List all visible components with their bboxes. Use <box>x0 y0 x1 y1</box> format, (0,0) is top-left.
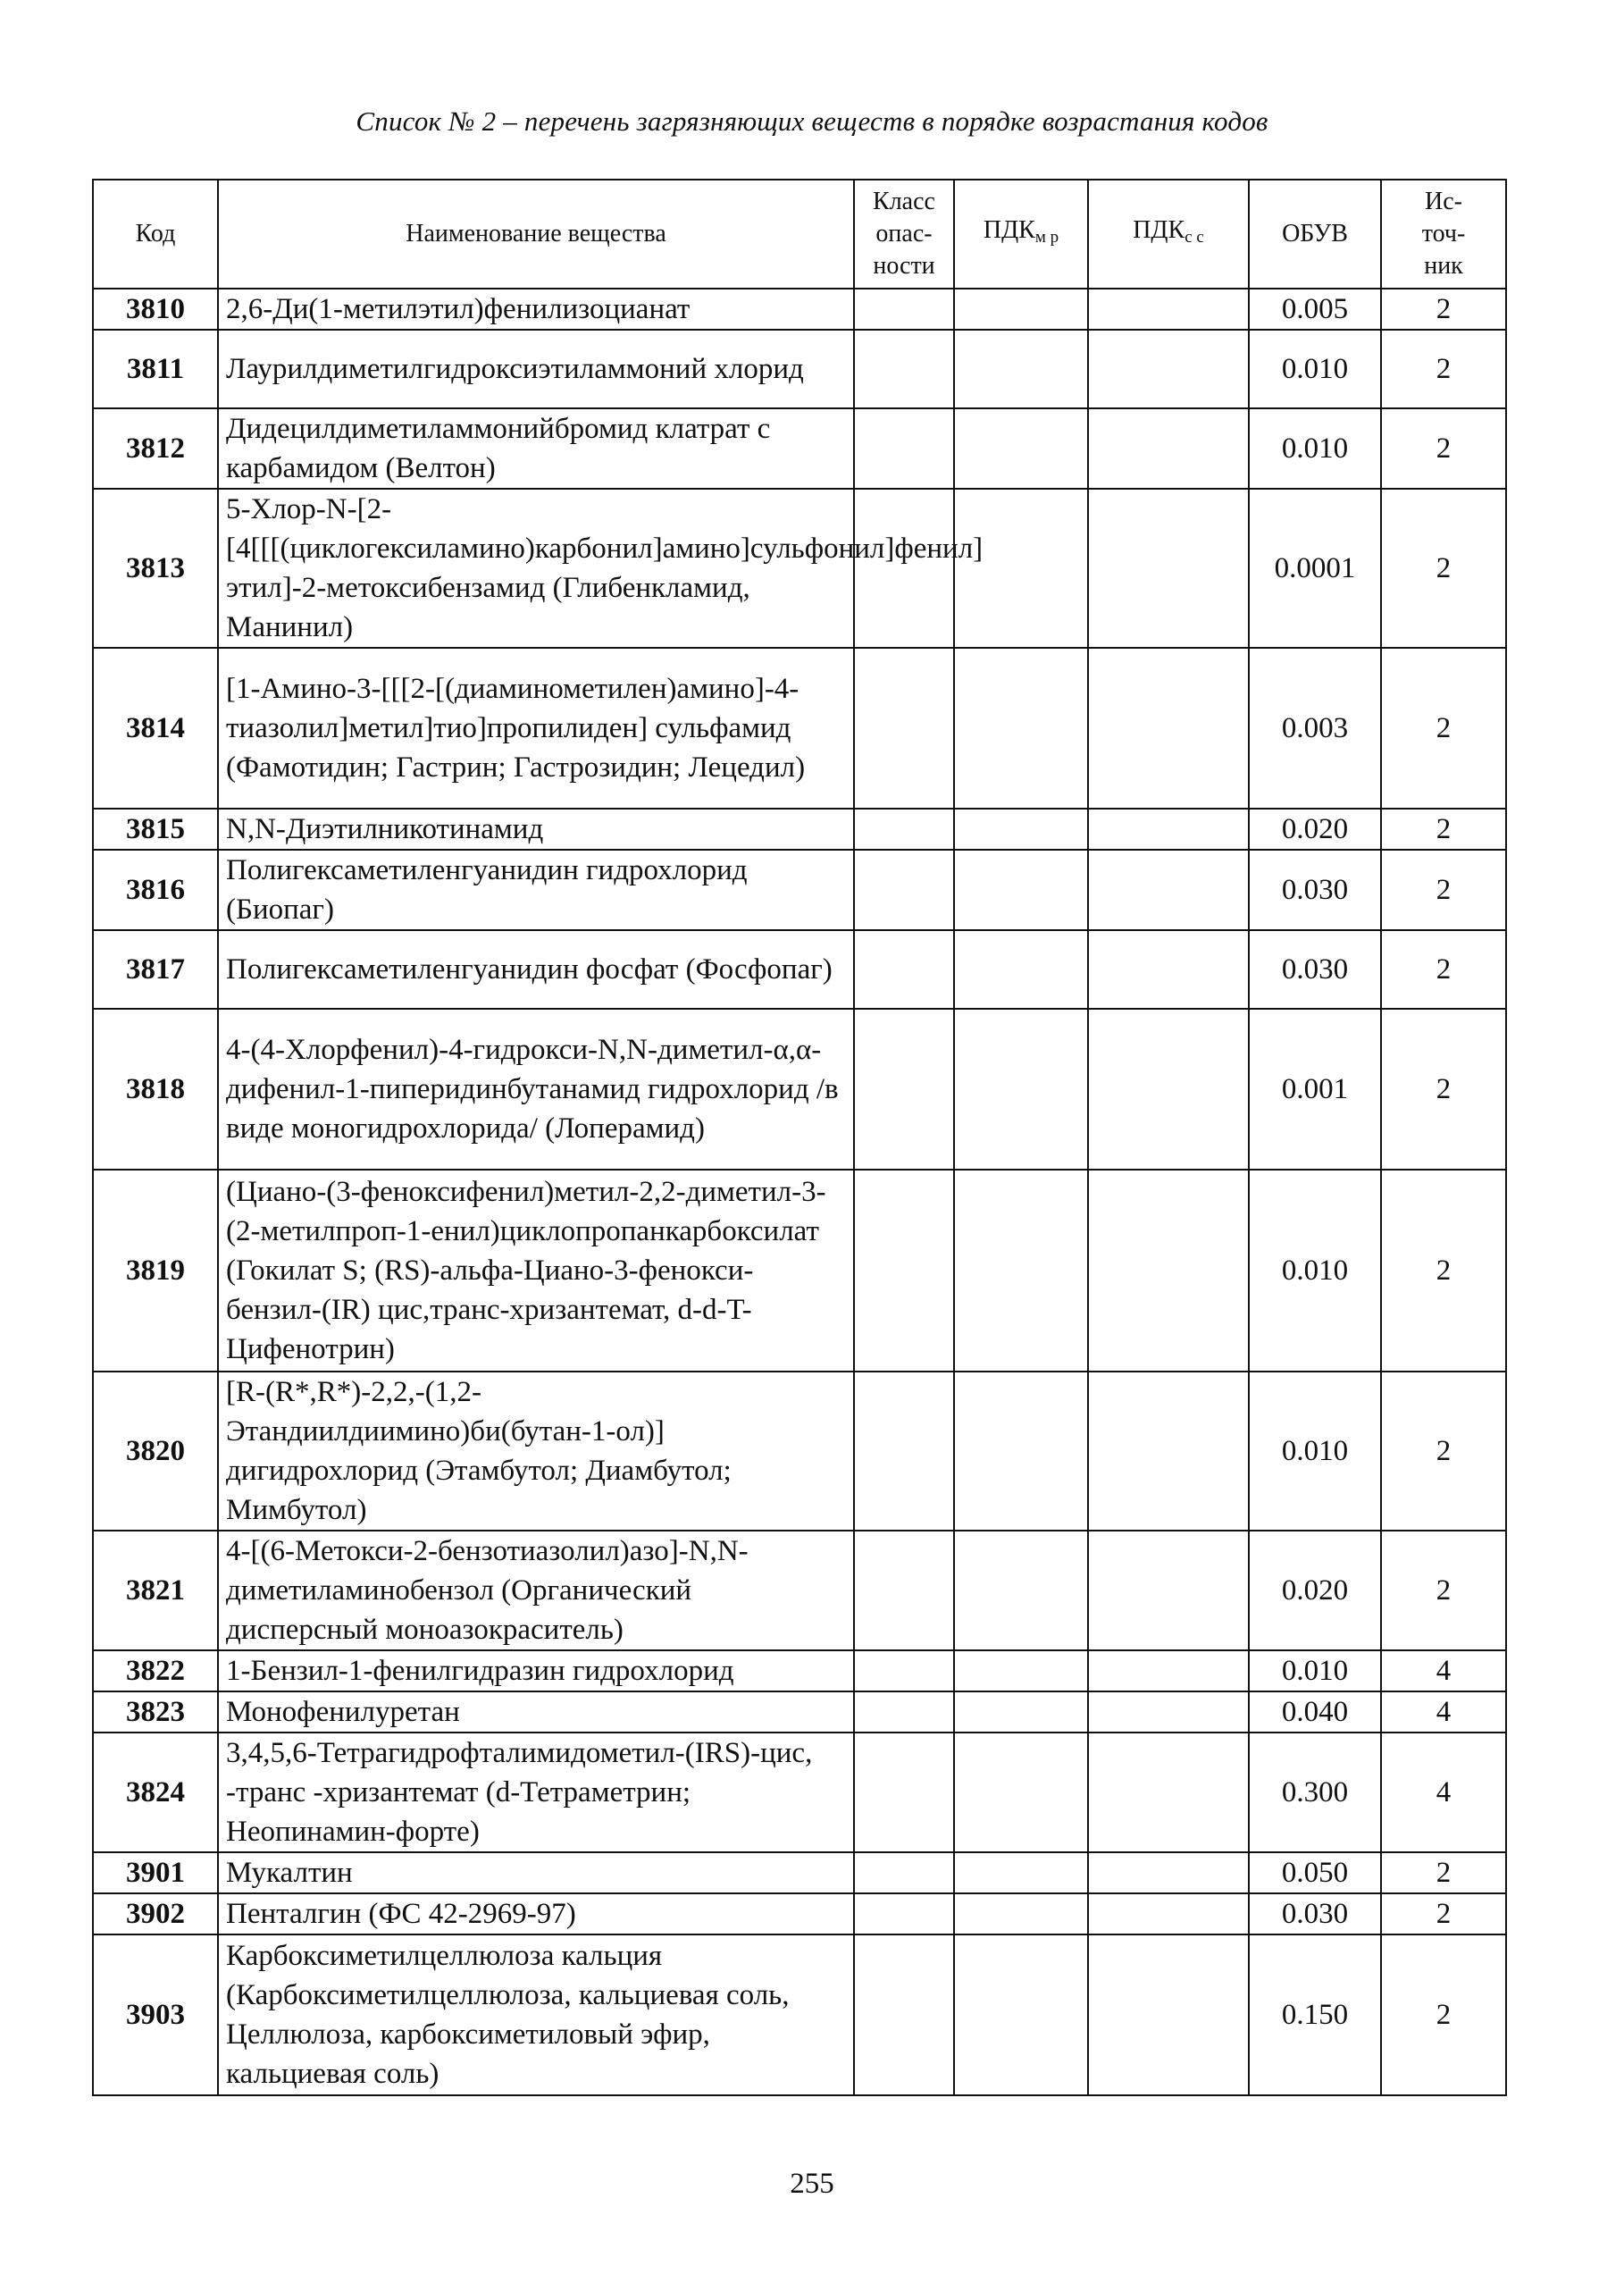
code-cell: 3819 <box>93 1170 218 1372</box>
code-cell: 3815 <box>93 809 218 850</box>
obuv-cell: 0.010 <box>1249 408 1381 489</box>
pdk-ss-cell <box>1088 850 1249 930</box>
substance-name-cell: Лаурилдиметилгидроксиэтиламмоний хлорид <box>218 330 854 408</box>
pdk-mr-cell <box>954 850 1088 930</box>
substances-table <box>92 179 1507 2096</box>
pdk-mr-cell <box>954 1893 1088 1934</box>
pdk-mr-cell <box>954 1170 1088 1372</box>
header-source-line: Ис- <box>1425 188 1462 215</box>
obuv-cell: 0.020 <box>1249 1531 1381 1650</box>
substance-name-cell: 1-Бензил-1-фенилгидразин гидрохлорид <box>218 1650 854 1691</box>
substance-name-cell: 3,4,5,6-Тетрагидрофталимидометил-(IRS)-цис, -транс -хризантемат (d-Тетраметрин; Неопинамин-форте) <box>218 1733 854 1852</box>
code-cell: 3824 <box>93 1733 218 1852</box>
substance-name-cell: Дидецилдиметиламмонийбромид клатрат с карбамидом (Велтон) <box>218 408 854 489</box>
pdk-mr-cell <box>954 408 1088 489</box>
source-cell: 2 <box>1381 648 1506 809</box>
hazard-class-cell <box>854 1170 954 1372</box>
code-cell: 3812 <box>93 408 218 489</box>
substance-name-cell: (Циано-(3-феноксифенил)метил-2,2-диметил-3-(2-метилпроп-1-енил)циклопропанкарбоксилат (Гокилат S; (RS)-альфа-Циано-3-фенокси-бензил-(IR) цис,транс-хризантемат, d-d-T-Цифенотрин) <box>218 1170 854 1372</box>
code-cell: 3818 <box>93 1009 218 1170</box>
hazard-class-cell <box>854 1852 954 1893</box>
table-body <box>93 289 1506 2095</box>
pdk-ss-cell <box>1088 1691 1249 1733</box>
table-row <box>93 1372 1506 1531</box>
header-code: Код <box>93 180 218 289</box>
pdk-ss-cell <box>1088 330 1249 408</box>
substance-name-cell: Полигексаметиленгуанидин фосфат (Фосфопаг) <box>218 930 854 1009</box>
substance-name-cell: 4-[(6-Метокси-2-бензотиазолил)азо]-N,N-диметиламинобензол (Органический дисперсный моноазокраситель) <box>218 1531 854 1650</box>
table-row <box>93 1531 1506 1650</box>
hazard-class-cell <box>854 1733 954 1852</box>
obuv-cell: 0.010 <box>1249 330 1381 408</box>
pdk-ss-cell <box>1088 1531 1249 1650</box>
substance-name-cell: N,N-Диэтилникотинамид <box>218 809 854 850</box>
page-heading: Список № 2 – перечень загрязняющих веществ в порядке возрастания кодов <box>356 105 1268 137</box>
pdk-ss-cell <box>1088 1893 1249 1934</box>
hazard-class-cell <box>854 489 954 648</box>
pdk-ss-cell <box>1088 1934 1249 2095</box>
header-pdk-ss-sub: с с <box>1185 228 1204 247</box>
obuv-cell: 0.001 <box>1249 1009 1381 1170</box>
pdk-mr-cell <box>954 809 1088 850</box>
pdk-mr-cell <box>954 1934 1088 2095</box>
hazard-class-cell <box>854 289 954 330</box>
code-cell: 3817 <box>93 930 218 1009</box>
hazard-class-cell <box>854 408 954 489</box>
source-cell: 2 <box>1381 850 1506 930</box>
hazard-class-cell <box>854 1691 954 1733</box>
pdk-mr-cell <box>954 1009 1088 1170</box>
substance-name-cell: Мукалтин <box>218 1852 854 1893</box>
header-pdk-ss <box>1088 180 1249 289</box>
source-cell: 2 <box>1381 930 1506 1009</box>
hazard-class-cell <box>854 330 954 408</box>
source-cell: 2 <box>1381 1531 1506 1650</box>
code-cell: 3823 <box>93 1691 218 1733</box>
table-row <box>93 1009 1506 1170</box>
header-pdk-ss-main: ПДК <box>1133 216 1185 244</box>
pdk-mr-cell <box>954 289 1088 330</box>
header-pdk-mr-sub: м р <box>1034 228 1059 247</box>
obuv-cell: 0.005 <box>1249 289 1381 330</box>
pdk-ss-cell <box>1088 648 1249 809</box>
table-row <box>93 330 1506 408</box>
header-obuv: ОБУВ <box>1249 180 1381 289</box>
obuv-cell: 0.050 <box>1249 1852 1381 1893</box>
hazard-class-cell <box>854 1934 954 2095</box>
table-row <box>93 1170 1506 1372</box>
table-row <box>93 850 1506 930</box>
obuv-cell: 0.300 <box>1249 1733 1381 1852</box>
substance-name-cell: 5-Хлор-N-[2-[4[[[(циклогексиламино)карбонил]амино]сульфонил]фенил] этил]-2-метоксибензамид (Глибенкламид, Манинил) <box>218 489 854 648</box>
substance-name-cell: Полигексаметиленгуанидин гидрохлорид (Биопаг) <box>218 850 854 930</box>
table-row <box>93 1650 1506 1691</box>
substance-name-cell: [1-Амино-3-[[[2-[(диаминометилен)амино]-4-тиазолил]метил]тио]пропилиден] сульфамид (Фамотидин; Гастрин; Гастрозидин; Лецедил) <box>218 648 854 809</box>
pdk-ss-cell <box>1088 1170 1249 1372</box>
pdk-mr-cell <box>954 1691 1088 1733</box>
hazard-class-cell <box>854 648 954 809</box>
source-cell: 2 <box>1381 1372 1506 1531</box>
source-cell: 2 <box>1381 289 1506 330</box>
substance-name-cell: [R-(R*,R*)-2,2,-(1,2-Этандиилдиимино)би(бутан-1-ол)] дигидрохлорид (Этамбутол; Диамбутол; Мимбутол) <box>218 1372 854 1531</box>
pdk-ss-cell <box>1088 1650 1249 1691</box>
obuv-cell: 0.0001 <box>1249 489 1381 648</box>
source-cell: 2 <box>1381 1893 1506 1934</box>
code-cell: 3821 <box>93 1531 218 1650</box>
obuv-cell: 0.030 <box>1249 1893 1381 1934</box>
header-pdk-mr-main: ПДК <box>983 216 1035 244</box>
source-cell: 2 <box>1381 489 1506 648</box>
pdk-mr-cell <box>954 1852 1088 1893</box>
code-cell: 3822 <box>93 1650 218 1691</box>
source-cell: 4 <box>1381 1650 1506 1691</box>
page-number: 255 <box>790 2168 834 2200</box>
table-header-row <box>93 180 1506 289</box>
header-hazard-class-line: опас- <box>875 220 933 248</box>
pdk-ss-cell <box>1088 289 1249 330</box>
hazard-class-cell <box>854 1650 954 1691</box>
obuv-cell: 0.010 <box>1249 1372 1381 1531</box>
code-cell: 3903 <box>93 1934 218 2095</box>
source-cell: 2 <box>1381 408 1506 489</box>
source-cell: 2 <box>1381 1009 1506 1170</box>
pdk-mr-cell <box>954 1650 1088 1691</box>
hazard-class-cell <box>854 809 954 850</box>
pdk-mr-cell <box>954 1531 1088 1650</box>
table-row <box>93 930 1506 1009</box>
source-cell: 2 <box>1381 1170 1506 1372</box>
pdk-ss-cell <box>1088 489 1249 648</box>
pdk-ss-cell <box>1088 1733 1249 1852</box>
obuv-cell: 0.010 <box>1249 1650 1381 1691</box>
obuv-cell: 0.030 <box>1249 930 1381 1009</box>
code-cell: 3816 <box>93 850 218 930</box>
code-cell: 3901 <box>93 1852 218 1893</box>
header-source-line: точ- <box>1421 220 1466 248</box>
table-row <box>93 289 1506 330</box>
substance-name-cell: 4-(4-Хлорфенил)-4-гидрокси-N,N-диметил-α,α-дифенил-1-пиперидинбутанамид гидрохлорид /в виде моногидрохлорида/ (Лоперамид) <box>218 1009 854 1170</box>
obuv-cell: 0.030 <box>1249 850 1381 930</box>
hazard-class-cell <box>854 1372 954 1531</box>
pdk-ss-cell <box>1088 1372 1249 1531</box>
header-hazard-class-line: Класс <box>873 188 935 215</box>
table-row <box>93 1852 1506 1893</box>
source-cell: 2 <box>1381 809 1506 850</box>
table-row <box>93 489 1506 648</box>
header-hazard-class <box>854 180 954 289</box>
pdk-ss-cell <box>1088 1009 1249 1170</box>
header-hazard-class-line: ности <box>873 252 935 280</box>
obuv-cell: 0.040 <box>1249 1691 1381 1733</box>
substance-name-cell: Карбоксиметилцеллюлоза кальция (Карбоксиметилцеллюлоза, кальциевая соль, Целлюлоза, карбоксиметиловый эфир, кальциевая соль) <box>218 1934 854 2095</box>
table-row <box>93 1934 1506 2095</box>
table-row <box>93 408 1506 489</box>
substance-name-cell: Монофенилуретан <box>218 1691 854 1733</box>
pdk-ss-cell <box>1088 809 1249 850</box>
code-cell: 3902 <box>93 1893 218 1934</box>
hazard-class-cell <box>854 1893 954 1934</box>
header-source-line: ник <box>1424 252 1463 280</box>
obuv-cell: 0.010 <box>1249 1170 1381 1372</box>
code-cell: 3820 <box>93 1372 218 1531</box>
pdk-mr-cell <box>954 930 1088 1009</box>
hazard-class-cell <box>854 930 954 1009</box>
pdk-mr-cell <box>954 489 1088 648</box>
code-cell: 3813 <box>93 489 218 648</box>
source-cell: 4 <box>1381 1733 1506 1852</box>
substance-name-cell: Пенталгин (ФС 42-2969-97) <box>218 1893 854 1934</box>
table-row <box>93 1691 1506 1733</box>
pdk-ss-cell <box>1088 1852 1249 1893</box>
obuv-cell: 0.150 <box>1249 1934 1381 2095</box>
table-row <box>93 1893 1506 1934</box>
code-cell: 3811 <box>93 330 218 408</box>
pdk-mr-cell <box>954 648 1088 809</box>
substance-name-cell: 2,6-Ди(1-метилэтил)фенилизоцианат <box>218 289 854 330</box>
pdk-mr-cell <box>954 1733 1088 1852</box>
pdk-ss-cell <box>1088 930 1249 1009</box>
header-pdk-mr <box>954 180 1088 289</box>
table-row <box>93 1733 1506 1852</box>
hazard-class-cell <box>854 850 954 930</box>
source-cell: 4 <box>1381 1691 1506 1733</box>
source-cell: 2 <box>1381 330 1506 408</box>
pdk-ss-cell <box>1088 408 1249 489</box>
table-row <box>93 809 1506 850</box>
pdk-mr-cell <box>954 1372 1088 1531</box>
obuv-cell: 0.020 <box>1249 809 1381 850</box>
pdk-mr-cell <box>954 330 1088 408</box>
source-cell: 2 <box>1381 1934 1506 2095</box>
header-name: Наименование вещества <box>218 180 854 289</box>
code-cell: 3810 <box>93 289 218 330</box>
header-source <box>1381 180 1506 289</box>
source-cell: 2 <box>1381 1852 1506 1893</box>
obuv-cell: 0.003 <box>1249 648 1381 809</box>
hazard-class-cell <box>854 1009 954 1170</box>
table-row <box>93 648 1506 809</box>
hazard-class-cell <box>854 1531 954 1650</box>
code-cell: 3814 <box>93 648 218 809</box>
